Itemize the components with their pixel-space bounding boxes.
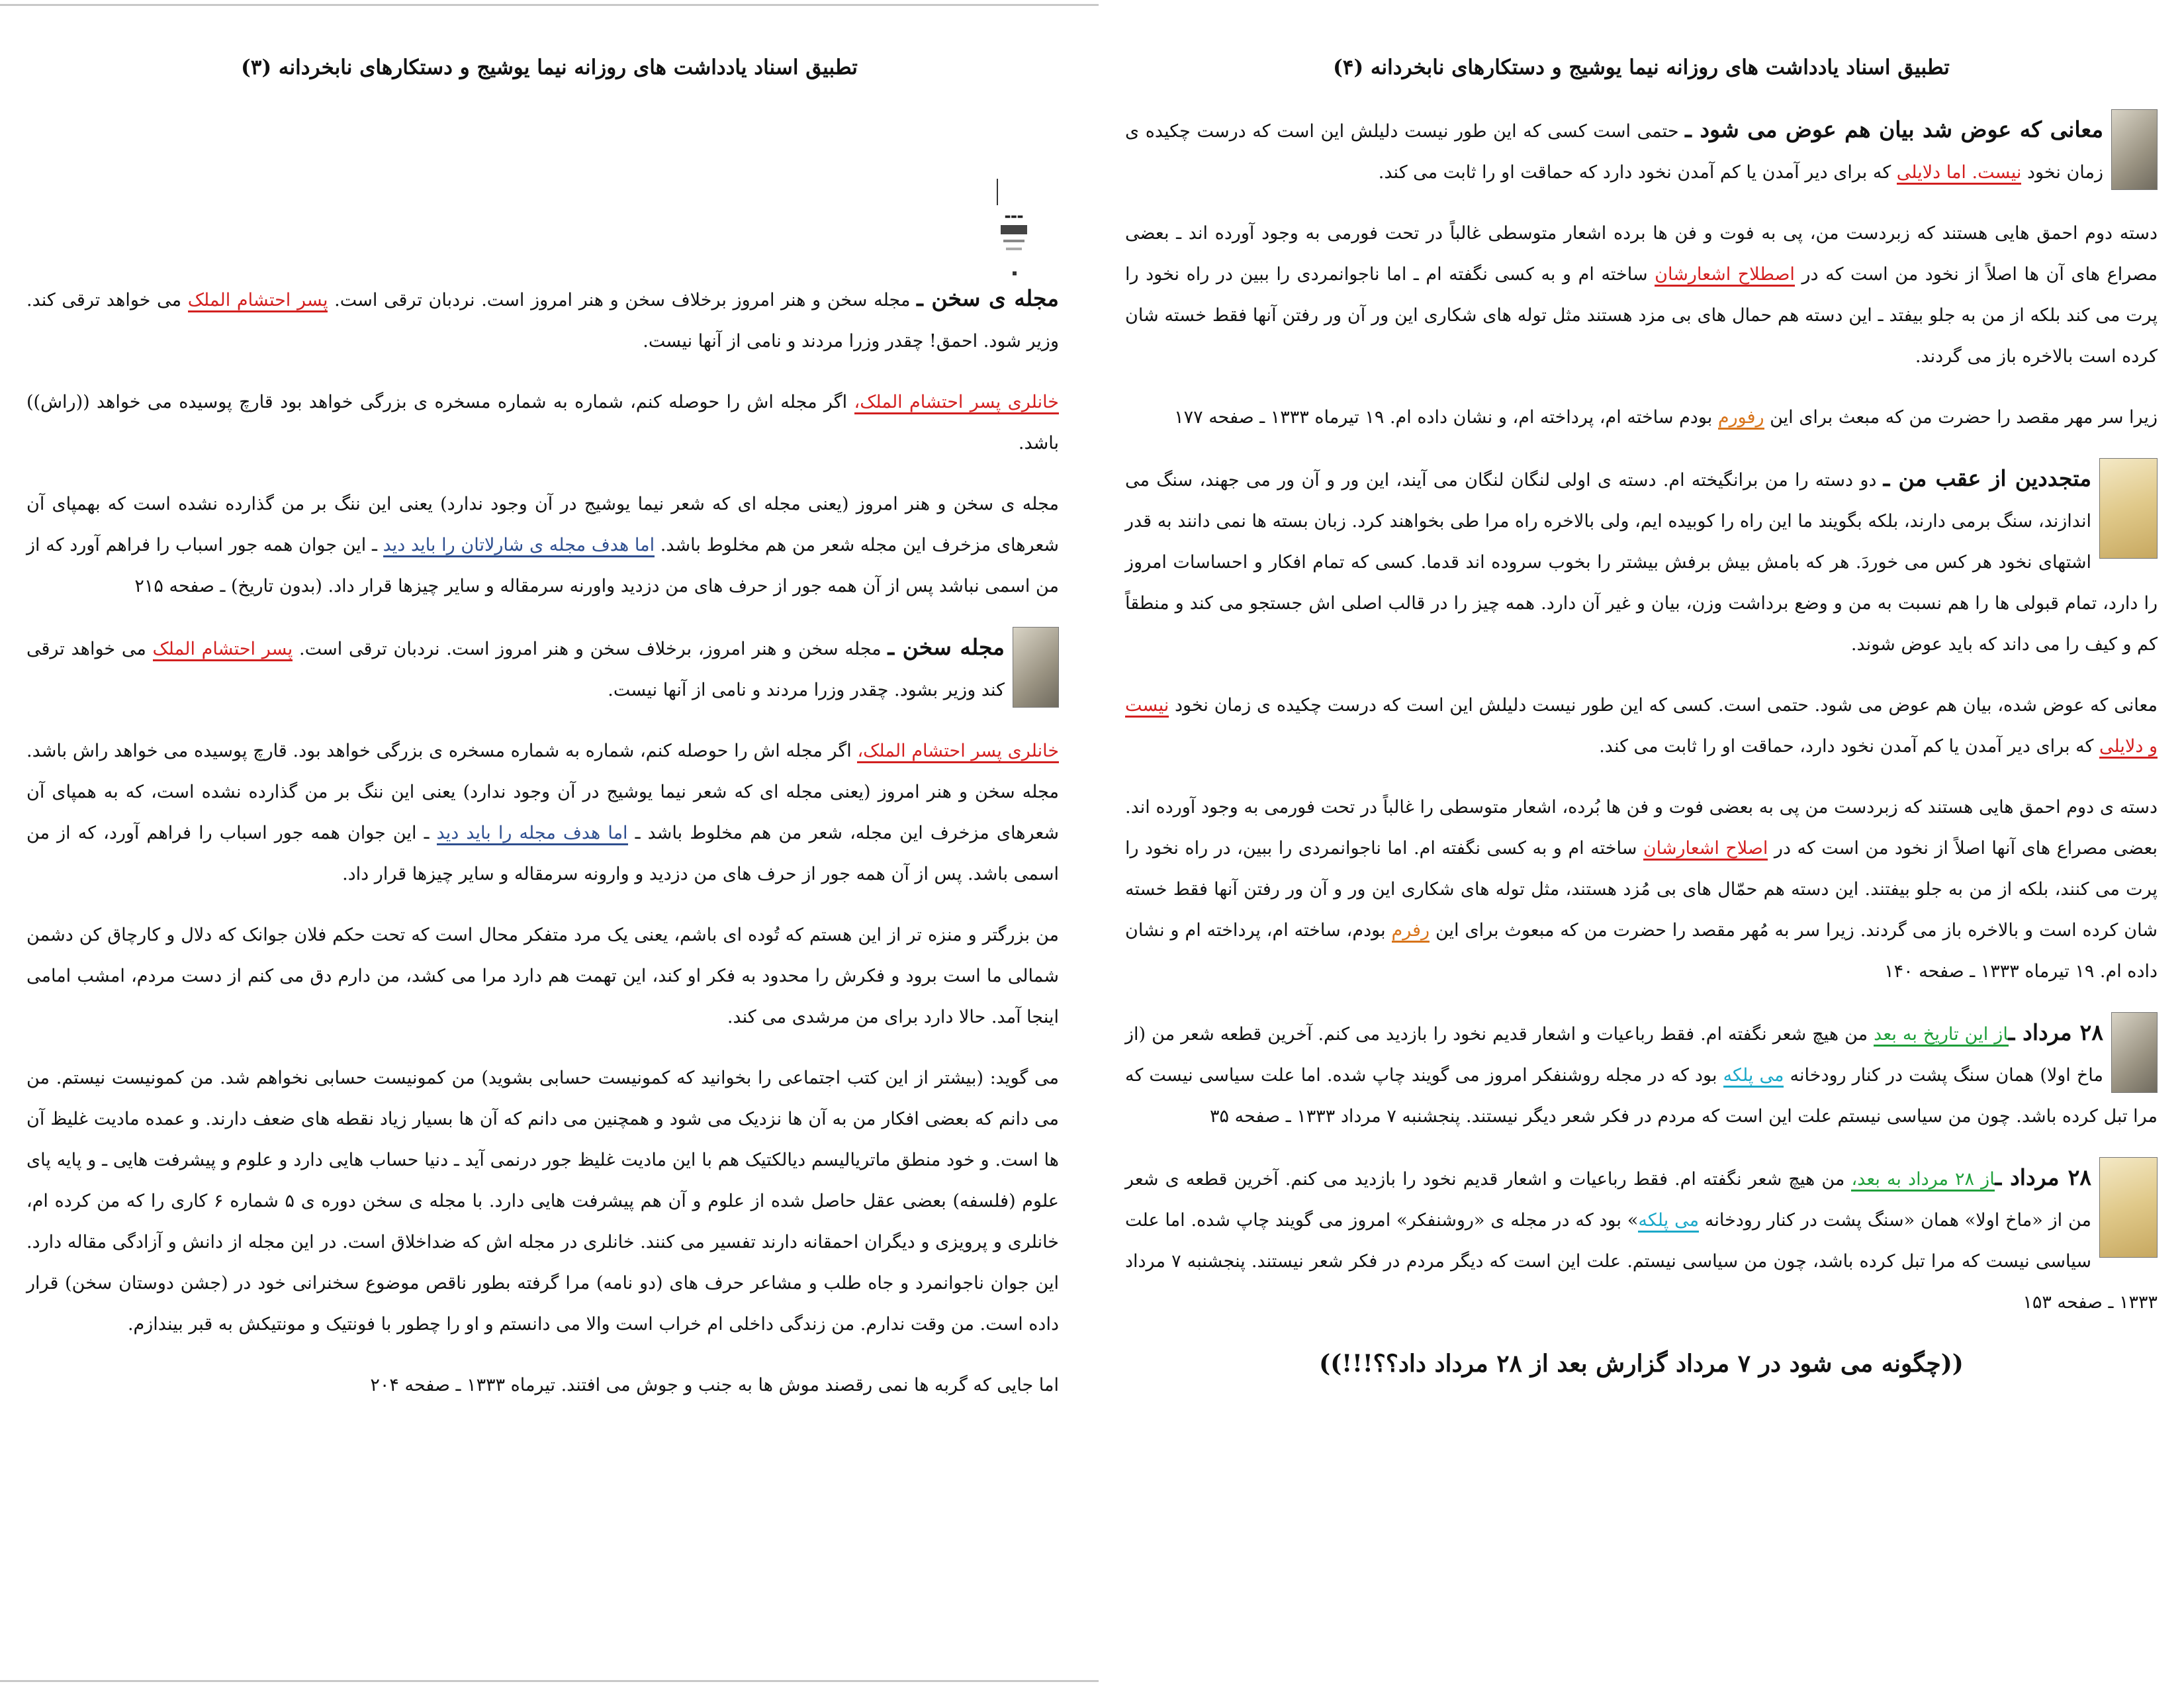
top-rule: [0, 4, 1099, 6]
highlight-cyan: می پلکه: [1638, 1210, 1699, 1233]
left-paragraph-8: اما جایی که گربه ها نمی رقصند موش ها به جنب و جوش می افتند. تیرماه ۱۳۳۳ ـ صفحه ۲۰۴: [370, 1375, 1059, 1395]
left-page-title: تطبیق اسناد یادداشت های روزانه نیما یوشیج و دستکارهای نابخردانه (۳): [241, 56, 858, 79]
logo-thumbnail-icon: [994, 179, 1034, 291]
left-paragraph-6: من بزرگتر و منزه تر از این هستم که تُوده ای باشم، یعنی یک مرد متفکر محال است که تحت حکم فلان جوانک که دلال و کارچاق کن دشمن شمالی ما است برود و فکرش را محدود به فکر او کند، این تهمت هم دارد مرا می کشد، من دارم دق می کنم از دست مردم، امشب امامی اینجا آمد. حالا دارد برای من مرشدی می کند.: [26, 925, 1059, 1027]
highlight-red: پسر احتشام الملک: [153, 639, 293, 661]
right-paragraph-2: دسته دوم احمق هایی هستند که زبردست من، پی به فوت و فن ها برده اشعار متوسطی غالباً در تحت فورمی به وجود آورده اند ـ بعضی مصراع های آن ها اصلاً از نخود من است که در اصطلاح اشعارشان ساخته ام و به کسی نگفته ام ـ اما ناجوانمردی را ببین در راه نخود را پرت می کند بلکه از من به جلو بیفتد ـ این دسته هم حمال های بی مزد هستند مثل توله های شکاری این ور آن ور رفتن آنها فقط خسته شان کرده است بالاخره باز می گردند.: [1125, 223, 2158, 367]
left-paragraph-3: مجله ی سخن و هنر امروز (یعنی مجله ای که شعر نیما یوشیج در آن وجود ندارد) یعنی این ننگ بر من گذارده نشده است که بهمپای آن شعرهای مزخرف این مجله شعر من هم مخلوط باشد. اما هدف مجله ی شارلاتان را باید دید ـ این جوان همه جور اسباب را فراهم آورد که از من اسمی نباشد پس از آن همه جور از حرف های من دزدید واورنه سرمقاله و سایر چیزها قرار داد. (بدون تاریخ) ـ صفحه ۲۱۵: [26, 494, 1059, 596]
highlight-orange: رفرم: [1392, 920, 1430, 943]
left-paragraph-1: مجله ی سخن ـ مجله سخن و هنر امروز برخلاف سخن و هنر امروز است. نردبان ترقی است. پسر احتشام الملک می خواهد ترقی کند. وزیر شود. احمق! چقدر وزرا مردند و نامی از آنها نیست.: [26, 285, 1059, 352]
highlight-green: از این تاریخ به بعد: [1874, 1024, 2008, 1047]
highlight-red: خانلری پسر احتشام الملک،: [854, 392, 1059, 414]
right-paragraph-1: معانی که عوض شد بیان هم عوض می شود ـ حتمی است کسی که این طور نیست دلیلش این است که درست چکیده ی زمان نخود نیست. اما دلایلی که برای دیر آمدن یا کم آمدن نخود دارد که حماقت او را ثابت می کند.: [1125, 109, 2158, 193]
bottom-rule: [0, 1680, 1099, 1682]
left-paragraph-4: مجله سخن ـ مجله سخن و هنر امروز، برخلاف سخن و هنر امروز است. نردبان ترقی است. پسر احتشام الملک می خواهد ترقی کند وزیر بشود. چقدر وزرا مردند و نامی از آنها نیست.: [26, 627, 1059, 711]
right-paragraph-7: ۲۸ مرداد ـاز این تاریخ به بعد من هیچ شعر نگفته ام. فقط رباعیات و اشعار قدیم نخود را بازدید می کنم. آخرین قطعه شعر من (از ماخ اولا) همان سنگ پشت در کنار رودخانه می پلکه بود که در مجله روشنفکر امروز می گویند چاپ شده. اما علت سیاسی نیست که مرا تبل کرده باشد. چون من سیاسی نیستم علت این است که مردم در فکر شعر دیگر نیستند. پنجشنبه ۷ مرداد ۱۳۳۳ ـ صفحه ۳۵: [1125, 1012, 2158, 1137]
portrait-thumbnail-icon: [2099, 458, 2158, 559]
right-page: [1099, 0, 2184, 1688]
portrait-thumbnail-icon: [2099, 1157, 2158, 1258]
svg-text:▬▬▬: ▬▬▬: [1004, 213, 1024, 220]
right-page-title: تطبیق اسناد یادداشت های روزانه نیما یوشیج و دستکارهای نابخردانه (۴): [1333, 56, 1950, 79]
highlight-red: پسر احتشام الملک: [188, 290, 328, 312]
highlight-green: از ۲۸ مرداد به بعد،: [1851, 1169, 1995, 1192]
highlight-red: اصطلاح اشعارشان: [1655, 264, 1795, 287]
document-thumbnail-icon: [2111, 109, 2158, 190]
document-thumbnail-icon: [2111, 1012, 2158, 1093]
highlight-blue: اما هدف مجله ی شارلاتان را باید دید: [383, 535, 655, 557]
highlight-red: نیست. اما دلایلی: [1897, 162, 2022, 185]
highlight-orange: رفورم: [1718, 407, 1764, 430]
right-paragraph-4: متجددین از عقب من ـ دو دسته را من برانگیخته ام. دسته ی اولی لنگان لنگان می آیند، این ور و آن ور می جهند، سنگ می اندازند، سنگ برمی دارند، بلکه بگویند ما این راه را کوبیده ایم، ولی بالاخره راه مرا طی بخواهند کرد. زبان بسته ها نمی دانند به قدر اشتهای نخود هر کس می خوردَ. هر که بامش بیش برفش بیشتر را بخوب سروده اند قدما. کسی که تمام افکار و احساسات امروز را دارد، تمام قبولی ها را هم نسبت به من و وضع برداشت وزن، بیان و غیر آن دارد. همه چیز را در قالب اصلی اش جستجو می کند و منطقاً کم و کیف را می داند که باید عوض شوند.: [1125, 458, 2158, 665]
document-thumbnail-icon: [1013, 627, 1059, 708]
right-paragraph-5: معانی که عوض شده، بیان هم عوض می شود. حتمی است. کسی که این طور نیست دلیلش این است که درست چکیده ی زمان نخود نیست و دلایلی که برای دیر آمدن یا کم آمدن نخود دارد، حماقت او را ثابت می کند.: [1125, 685, 2158, 767]
right-paragraph-6: دسته ی دوم احمق هایی هستند که زبردست من پی به بعضی فوت و فن ها بُرده، اشعار متوسطی را غالباً در تحت فورمی به وجود آورده اند. بعضی مصراع های آنها اصلاً از نخود من است که در اصلاح اشعارشان ساخته ام و به کسی نگفته ام. اما ناجوانمردی را ببین، در راه نخود را پرت می کنند، بلکه از من به جلو بیفتند. این دسته هم حمّال های بی مُزد هستند، مثل توله های شکاری این ور و آن ور رفتن آنها فقط خسته شان کرده است و بالاخره باز می گردند. زیرا سر به مُهر مقصد را حضرت من که مبعوث برای این رفرم بودم، ساخته ام، پرداخته ام و نشان داده ام. ۱۹ تیرماه ۱۳۳۳ ـ صفحه ۱۴۰: [1125, 797, 2158, 982]
highlight-red: خانلری پسر احتشام الملک،: [857, 741, 1059, 763]
left-paragraph-5: خانلری پسر احتشام الملک، اگر مجله اش را حوصله کنم، شماره به شماره مسخره ی بزرگی خواهد بود. قارچ پوسیده می خواهد راش باشد. مجله سخن و هنر امروز (یعنی مجله ای که شعر نیما یوشیج در آن وجود ندارد) یعنی این ننگ بر من گذارده نشده است، که به همپای آن شعرهای مزخرف این مجله، شعر من هم مخلوط باشد ـ اما هدف مجله را باید دید ـ این جوان همه جور اسباب را فراهم آورد، که از من اسمی باشد. پس از آن همه جور از حرف های من دزدید و وارونه سرمقاله و سایر چیزها قرار داد.: [26, 741, 1060, 884]
highlight-red: نیست و دلایلی: [1125, 695, 2158, 759]
highlight-red: اصلاح اشعارشان: [1643, 838, 1768, 861]
left-paragraph-7: می گوید: (بیشتر از این کتب اجتماعی را بخوانید که کمونیست حسابی بشوید) من کمونیست حسابی نخواهم شد. من کمونیست نیستم. من می دانم که بعضی افکار من به آن ها نزدیک می شود و همچنین می دانم که آن ها بسیار زیاد نقطه های ضعف دارند. و عمده مادیت غلیظ آن ها است. و خود منطق ماتریالیسم دیالکتیک هم با این مادیت غلیظ جور درنمی آید ـ دنیا حساب هایی دارد و علوم و پیشرفت هایی ـ و پایه پای علوم (فلسفه) بعضی عقل حاصل شده از علوم و آن هم پیشرفت هایی دارد. با مجله ی سخن دوره ی ۵ شماره ۶ کاری را که من کرده ام، خانلری و پرویزی و دیگران احمقانه دارند تفسیر می کنند. خانلری در مجله اش که ضداخلاق است. در این مجله از دانش و آزادگی مقاله دارد. این جوان ناجوانمرد و جاه طلب و مشاعر حرف های (دو نامه) مرا گرفته بطور ناقص موضوع سخنرانی خود در (جشن دوستان سخن) قرار داده است. من وقت ندارم. من زندگی داخلی ام خراب است والا می دانستم و او را چطور با فونتیک و مونتیکش به قبر بیندازم.: [26, 1068, 1059, 1335]
closing-question: ((چگونه می شود در ۷ مرداد گزارش بعد از ۲۸ مرداد داد؟؟!!!)): [1319, 1350, 1964, 1378]
right-paragraph-3: زیرا سر مهر مقصد را حضرت من که مبعث برای این رفورم بودم ساخته ام، پرداخته ام، و نشان داده ام. ۱۹ تیرماه ۱۳۳۳ ـ صفحه ۱۷۷: [1125, 397, 2158, 438]
highlight-cyan: می پلکه: [1723, 1065, 1784, 1088]
highlight-blue: اما هدف مجله را باید دید: [437, 823, 628, 845]
left-paragraph-2: خانلری پسر احتشام الملک، اگر مجله اش را حوصله کنم، شماره به شماره مسخره ی بزرگی خواهد بود قارچ پوسیده می خواهد ((راش)) باشد.: [26, 392, 1059, 453]
right-paragraph-8: ۲۸ مرداد ـاز ۲۸ مرداد به بعد، من هیچ شعر نگفته ام. فقط رباعیات و اشعار قدیم نخود را بازدید می کنم. آخرین قطعه ی شعر من از «ماخ اولا» همان «سنگ پشت در کنار رودخانه می پلکه» بود که در مجله ی «روشنفکر» امروز می گویند چاپ شده. اما علت سیاسی نیست که مرا تبل کرده باشد، چون من سیاسی نیستم. علت این است که دیگر مردم در فکر شعر نیستند. پنجشنبه ۷ مرداد ۱۳۳۳ ـ صفحه ۱۵۳: [1125, 1157, 2158, 1323]
